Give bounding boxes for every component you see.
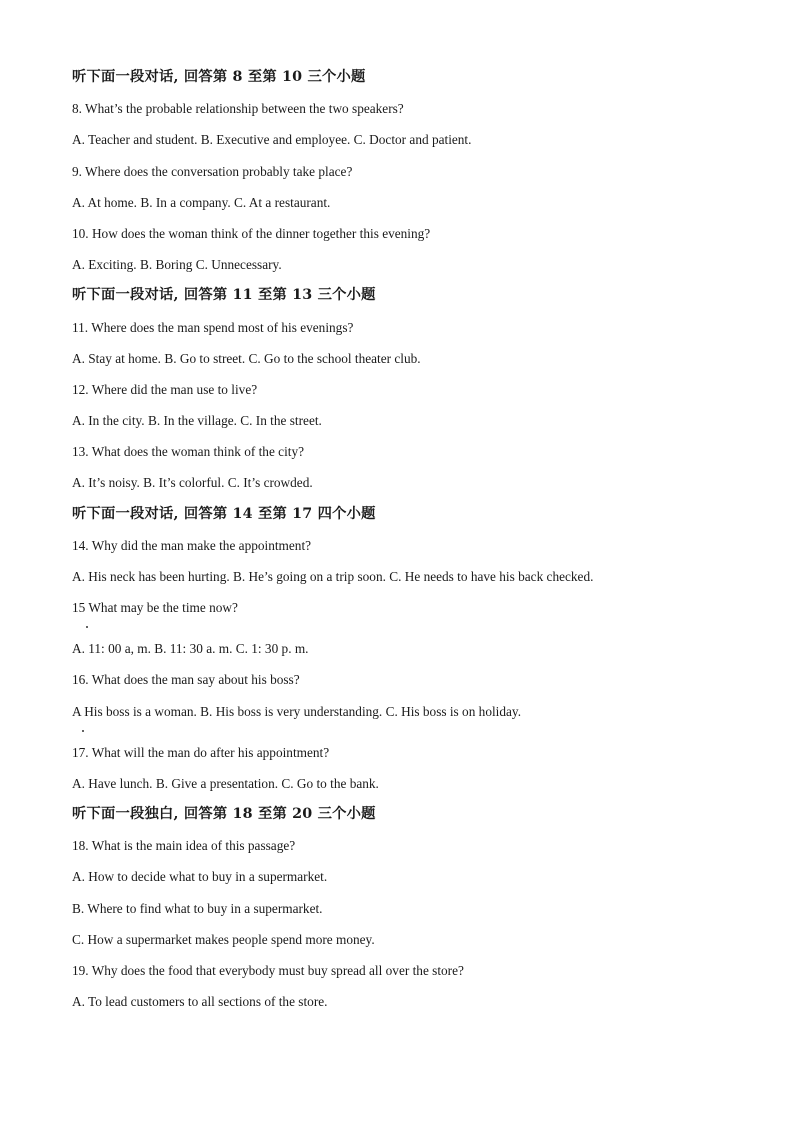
line-text: A. At home. B. In a company. C. At a restaurant. <box>72 194 331 210</box>
line-text: 11. Where does the man spend most of his evenings? <box>72 319 354 335</box>
line-text: A. It’s noisy. B. It’s colorful. C. It’s crowded. <box>72 475 313 491</box>
question-line <box>72 343 752 374</box>
question-line <box>72 218 752 249</box>
question-line <box>72 467 752 498</box>
line-text: 17. What will the man do after his appointment? <box>72 744 330 760</box>
question-line <box>72 696 752 737</box>
line-text: C. How a supermarket makes people spend more money. <box>72 931 375 947</box>
line-text: A. In the city. B. In the village. C. In the street. <box>72 413 322 429</box>
line-text: 16. What does the man say about his boss? <box>72 672 300 688</box>
question-line <box>72 861 752 892</box>
question-line <box>72 768 752 799</box>
stray-dot-mark <box>86 626 88 628</box>
line-text: 12. Where did the man use to live? <box>72 381 258 397</box>
line-text: 19. Why does the food that everybody must buy spread all over the store? <box>72 962 464 978</box>
line-text: A His boss is a woman. B. His boss is very understanding. C. His boss is on holiday. <box>72 703 522 719</box>
line-text: A. Teacher and student. B. Executive and employee. C. Doctor and patient. <box>72 132 472 148</box>
line-text: 15 What may be the time now? <box>72 600 238 616</box>
question-line <box>72 737 752 768</box>
question-line <box>72 93 752 124</box>
line-text: 14. Why did the man make the appointment? <box>72 537 312 553</box>
line-text: A. Stay at home. B. Go to street. C. Go to the school theater club. <box>72 350 421 366</box>
section-heading-text: 听下面一段对话, 回答第 8 至第 10 三个小题 <box>72 69 366 85</box>
question-line <box>72 893 752 924</box>
section-heading-text: 听下面一段对话, 回答第 11 至第 13 三个小题 <box>72 287 376 304</box>
section-heading-text: 听下面一段独白, 回答第 18 至第 20 三个小题 <box>72 805 376 822</box>
question-line <box>72 830 752 861</box>
line-text: 13. What does the woman think of the city? <box>72 444 305 460</box>
line-text: A. To lead customers to all sections of the store. <box>72 994 328 1010</box>
line-text: 18. What is the main idea of this passage? <box>72 838 296 854</box>
section-heading <box>72 799 752 830</box>
question-line <box>72 955 752 986</box>
question-line <box>72 986 752 1017</box>
line-text: A. How to decide what to buy in a supermarket. <box>72 869 328 885</box>
question-line <box>72 436 752 467</box>
question-line <box>72 374 752 405</box>
question-line <box>72 633 752 664</box>
line-text: B. Where to find what to buy in a supermarket. <box>72 900 323 916</box>
line-text: A. Exciting. B. Boring C. Unnecessary. <box>72 257 282 273</box>
question-line <box>72 156 752 187</box>
line-text: 9. Where does the conversation probably take place? <box>72 163 353 179</box>
line-text: A. 11: 00 a, m. B. 11: 30 a. m. C. 1: 30 p. m. <box>72 641 309 657</box>
question-line <box>72 187 752 218</box>
document-page <box>72 62 752 1017</box>
section-heading <box>72 62 752 93</box>
line-text: 8. What’s the probable relationship between the two speakers? <box>72 101 404 117</box>
question-line <box>72 924 752 955</box>
question-line <box>72 664 752 695</box>
question-line <box>72 530 752 561</box>
question-line <box>72 124 752 155</box>
question-line <box>72 592 752 633</box>
section-heading <box>72 499 752 530</box>
question-line <box>72 405 752 436</box>
stray-dot-mark <box>82 730 84 732</box>
line-text: A. Have lunch. B. Give a presentation. C. Go to the bank. <box>72 775 379 791</box>
question-line <box>72 249 752 280</box>
line-text: 10. How does the woman think of the dinner together this evening? <box>72 225 431 241</box>
question-line <box>72 312 752 343</box>
line-text: A. His neck has been hurting. B. He’s going on a trip soon. C. He needs to have his back checked. <box>72 569 594 584</box>
section-heading <box>72 280 752 311</box>
section-heading-text: 听下面一段对话, 回答第 14 至第 17 四个小题 <box>72 505 376 522</box>
question-line <box>72 561 752 592</box>
